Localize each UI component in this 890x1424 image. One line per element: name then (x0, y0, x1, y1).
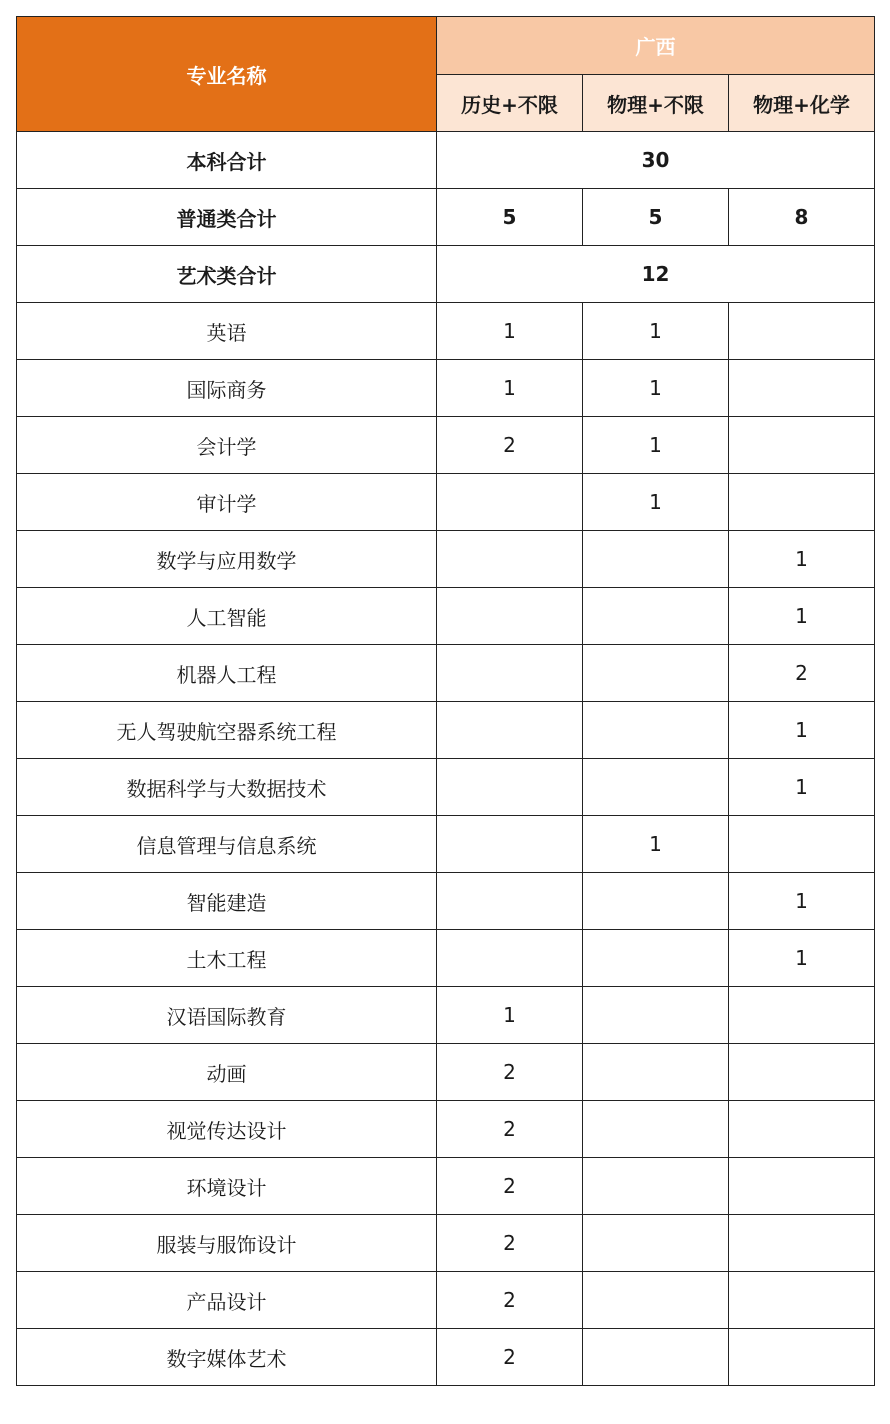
quota-cell: 2 (437, 417, 583, 474)
quota-cell (437, 873, 583, 930)
quota-cell (729, 303, 875, 360)
quota-cell (583, 588, 729, 645)
table-row (17, 987, 875, 1044)
quota-cell: 1 (583, 417, 729, 474)
quota-cell: 1 (583, 303, 729, 360)
quota-cell (583, 702, 729, 759)
quota-cell (583, 987, 729, 1044)
quota-cell (729, 1329, 875, 1386)
quota-cell: 1 (729, 702, 875, 759)
major-name-cell: 会计学 (17, 417, 437, 474)
quota-cell: 2 (437, 1272, 583, 1329)
quota-cell (583, 1044, 729, 1101)
quota-cell (729, 1272, 875, 1329)
quota-cell (583, 1158, 729, 1215)
quota-cell (437, 759, 583, 816)
table-row (17, 930, 875, 987)
table-row (17, 1158, 875, 1215)
regular-total-history: 5 (437, 189, 583, 246)
quota-cell (729, 987, 875, 1044)
table-row (17, 702, 875, 759)
quota-cell: 1 (729, 588, 875, 645)
regular-total-label: 普通类合计 (17, 189, 437, 246)
column-header-history: 历史+不限 (437, 75, 583, 132)
region-header: 广西 (437, 17, 875, 75)
quota-cell: 2 (437, 1044, 583, 1101)
quota-cell (437, 930, 583, 987)
quota-cell (729, 1215, 875, 1272)
quota-cell (729, 816, 875, 873)
quota-cell: 1 (437, 360, 583, 417)
quota-cell (583, 1272, 729, 1329)
major-name-cell: 数据科学与大数据技术 (17, 759, 437, 816)
art-total-label: 艺术类合计 (17, 246, 437, 303)
major-name-cell: 国际商务 (17, 360, 437, 417)
quota-cell (729, 474, 875, 531)
quota-cell (729, 1158, 875, 1215)
quota-cell: 1 (729, 873, 875, 930)
quota-cell (729, 417, 875, 474)
major-name-cell: 机器人工程 (17, 645, 437, 702)
quota-cell (729, 1101, 875, 1158)
undergrad-total-label: 本科合计 (17, 132, 437, 189)
major-name-cell: 服装与服饰设计 (17, 1215, 437, 1272)
quota-cell (583, 873, 729, 930)
quota-cell: 1 (729, 759, 875, 816)
major-name-cell: 审计学 (17, 474, 437, 531)
table-row (17, 360, 875, 417)
major-name-cell: 英语 (17, 303, 437, 360)
table-row (17, 1329, 875, 1386)
table-row (17, 1044, 875, 1101)
undergrad-total-row (17, 132, 875, 189)
quota-cell: 1 (729, 930, 875, 987)
quota-cell: 1 (583, 816, 729, 873)
quota-cell (437, 816, 583, 873)
column-header-physics: 物理+不限 (583, 75, 729, 132)
undergrad-total-value: 30 (437, 132, 875, 189)
major-name-cell: 无人驾驶航空器系统工程 (17, 702, 437, 759)
major-name-cell: 产品设计 (17, 1272, 437, 1329)
header-row-top (17, 17, 875, 75)
quota-cell (583, 759, 729, 816)
table-row (17, 1101, 875, 1158)
major-name-cell: 数学与应用数学 (17, 531, 437, 588)
major-name-cell: 智能建造 (17, 873, 437, 930)
table-row (17, 417, 875, 474)
regular-total-physics-chemistry: 8 (729, 189, 875, 246)
regular-total-row (17, 189, 875, 246)
table-row (17, 1215, 875, 1272)
table-row (17, 645, 875, 702)
quota-cell: 2 (729, 645, 875, 702)
table-row (17, 759, 875, 816)
major-name-cell: 数字媒体艺术 (17, 1329, 437, 1386)
table-body (17, 132, 875, 1386)
quota-cell: 1 (583, 474, 729, 531)
quota-cell (583, 531, 729, 588)
major-name-cell: 信息管理与信息系统 (17, 816, 437, 873)
quota-cell (437, 474, 583, 531)
major-name-cell: 动画 (17, 1044, 437, 1101)
quota-cell: 1 (437, 303, 583, 360)
enrollment-table (16, 16, 875, 1386)
quota-cell (729, 1044, 875, 1101)
quota-cell: 2 (437, 1215, 583, 1272)
table-row (17, 303, 875, 360)
quota-cell: 2 (437, 1101, 583, 1158)
quota-cell (583, 645, 729, 702)
major-name-cell: 土木工程 (17, 930, 437, 987)
quota-cell (583, 1329, 729, 1386)
major-name-header: 专业名称 (17, 17, 437, 132)
major-name-cell: 视觉传达设计 (17, 1101, 437, 1158)
table-row (17, 816, 875, 873)
art-total-row (17, 246, 875, 303)
quota-cell: 2 (437, 1329, 583, 1386)
quota-cell: 1 (437, 987, 583, 1044)
quota-cell (437, 531, 583, 588)
column-header-physics-chemistry: 物理+化学 (729, 75, 875, 132)
major-name-cell: 环境设计 (17, 1158, 437, 1215)
quota-cell (437, 702, 583, 759)
major-name-cell: 汉语国际教育 (17, 987, 437, 1044)
quota-cell (583, 1215, 729, 1272)
table-row (17, 474, 875, 531)
quota-cell (729, 360, 875, 417)
table-row (17, 531, 875, 588)
quota-cell (437, 588, 583, 645)
quota-cell (583, 930, 729, 987)
table-row (17, 1272, 875, 1329)
quota-cell (583, 1101, 729, 1158)
quota-cell: 1 (583, 360, 729, 417)
art-total-value: 12 (437, 246, 875, 303)
table-row (17, 588, 875, 645)
major-name-cell: 人工智能 (17, 588, 437, 645)
quota-cell: 1 (729, 531, 875, 588)
quota-cell: 2 (437, 1158, 583, 1215)
table-row (17, 873, 875, 930)
quota-cell (437, 645, 583, 702)
regular-total-physics: 5 (583, 189, 729, 246)
